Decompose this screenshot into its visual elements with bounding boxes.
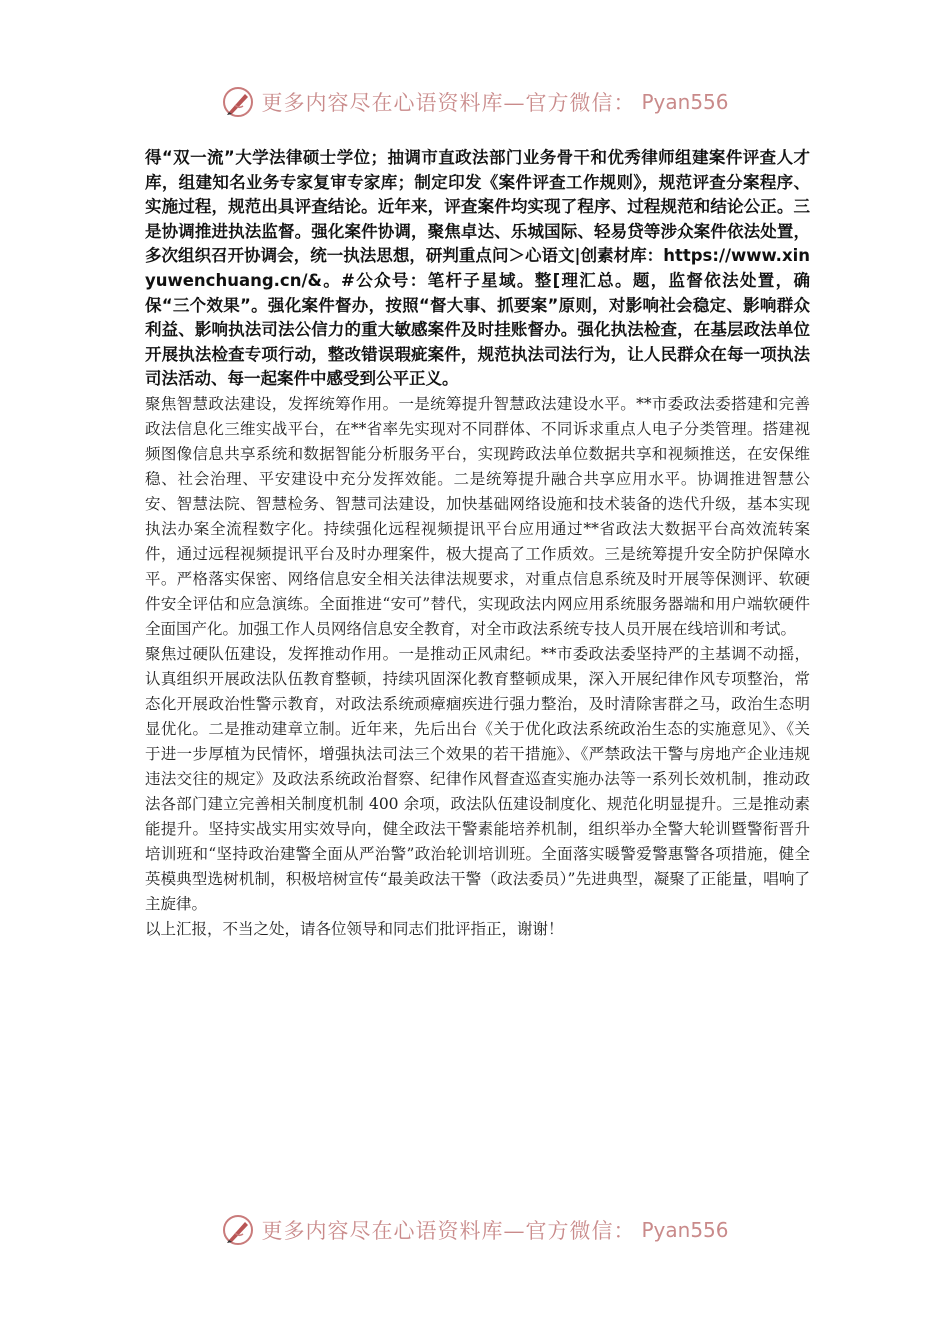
pen-logo-icon (221, 1213, 255, 1247)
watermark-id: Pyan556 (641, 90, 729, 114)
watermark-id: Pyan556 (641, 1218, 729, 1242)
watermark-text: 更多内容尽在心语资料库—官方微信： (261, 91, 636, 115)
paragraph-1: 得“双一流”大学法律硕士学位；抽调市直政法部门业务骨干和优秀律师组建案件评查人才库，组建知名业务专家复审专家库；制定印发《案件评查工作规则》，规范评查分案程序、实施过程，规范出具评查结论。近年来，评查案件均实现了程序、过程规范和结论公正。三是协调推进执法监督。强化案件协调，聚焦卓达、乐城国际、轻易贷等涉众案件依法处置，多次组织召开协调会，统一执法思想，研判重点问＞心语文|创素材库：https://www.xinyuwenchuang.cn/&。#公众号：笔杆子星域。整[理汇总。题，监督依法处置，确保“三个效果”。强化案件督办，按照“督大事、抓要案”原则，对影响社会稳定、影响群众利益、影响执法司法公信力的重大敏感案件及时挂账督办。强化执法检查，在基层政法单位开展执法检查专项行动，整改错误瑕疵案件，规范执法司法行为，让人民群众在每一项执法司法活动、每一起案件中感受到公平正义。 (145, 148, 810, 389)
footer-watermark (0, 1210, 950, 1250)
pen-logo-icon (221, 85, 255, 119)
paragraph-3: 聚焦过硬队伍建设，发挥推动作用。一是推动正风肃纪。**市委政法委坚持严的主基调不动摇，认真组织开展政法队伍教育整顿，持续巩固深化教育整顿成果，深入开展纪律作风专项整治，常态化开展政治性警示教育，对政法系统顽瘴痼疾进行强力整治，及时清除害群之马，政治生态明显优化。二是推动建章立制。近年来，先后出台《关于优化政法系统政治生态的实施意见》、《关于进一步厚植为民情怀，增强执法司法三个效果的若干措施》、《严禁政法干警与房地产企业违规违法交往的规定》及政法系统政治督察、纪律作风督查巡查实施办法等一系列长效机制，推动政法各部门建立完善相关制度机制 400 余项，政法队伍建设制度化、规范化明显提升。三是推动素能提升。坚持实战实用实效导向，健全政法干警素能培养机制，组织举办全警大轮训暨警衔晋升培训班和“坚持政治建警全面从严治警”政治轮训培训班。全面落实暖警爱警惠警各项措施，健全英模典型选树机制，积极培树宣传“最美政法干警（政法委员）”先进典型，凝聚了正能量，唱响了主旋律。 (145, 644, 810, 913)
watermark-text: 更多内容尽在心语资料库—官方微信： (261, 1219, 636, 1243)
paragraph-4: 以上汇报，不当之处，请各位领导和同志们批评指正，谢谢！ (145, 919, 564, 938)
document-body (145, 146, 810, 942)
header-watermark (0, 82, 950, 122)
paragraph-2: 聚焦智慧政法建设，发挥统筹作用。一是统筹提升智慧政法建设水平。**市委政法委搭建和完善政法信息化三维实战平台，在**省率先实现对不同群体、不同诉求重点人电子分类管理。搭建视频图像信息共享系统和数据智能分析服务平台，实现跨政法单位数据共享和视频推送，在安保维稳、社会治理、平安建设中充分发挥效能。二是统筹提升融合共享应用水平。协调推进智慧公安、智慧法院、智慧检务、智慧司法建设，加快基础网络设施和技术装备的迭代升级，基本实现执法办案全流程数字化。持续强化远程视频提讯平台应用通过**省政法大数据平台高效流转案件，通过远程视频提讯平台及时办理案件，极大提高了工作质效。三是统筹提升安全防护保障水平。严格落实保密、网络信息安全相关法律法规要求，对重点信息系统及时开展等保测评、软硬件安全评估和应急演练。全面推进“安可”替代，实现政法内网应用系统服务器端和用户端软硬件全面国产化。加强工作人员网络信息安全教育，对全市政法系统专技人员开展在线培训和考试。 (145, 394, 810, 638)
